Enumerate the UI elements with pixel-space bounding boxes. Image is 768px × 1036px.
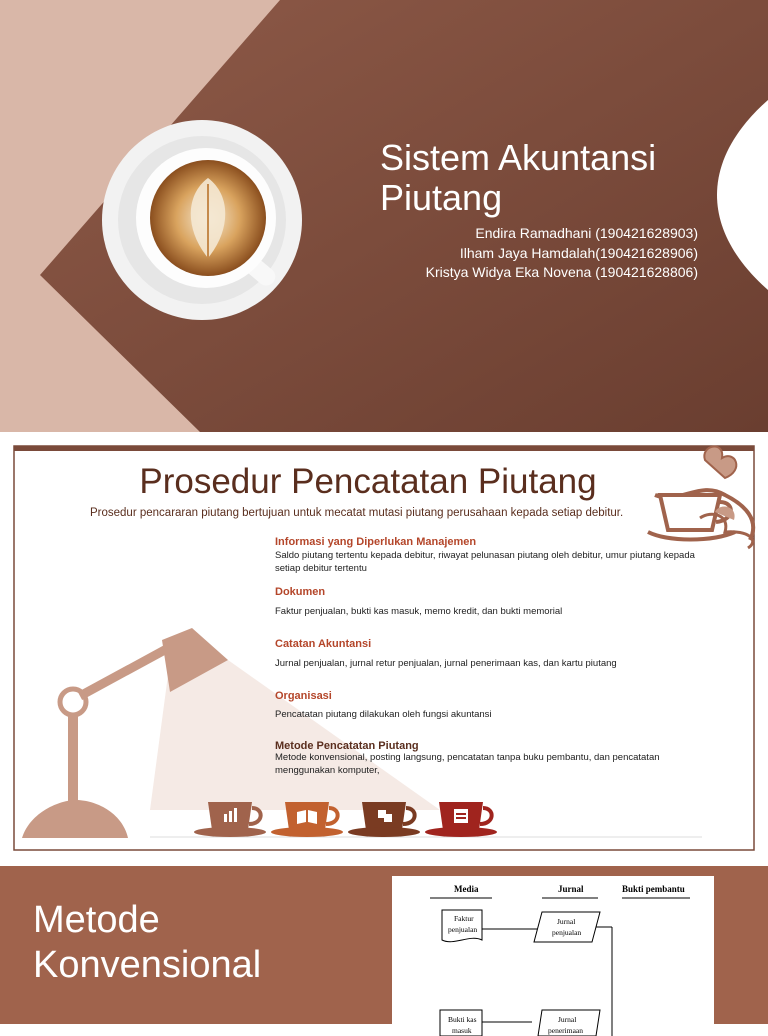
title-slide xyxy=(0,0,768,432)
title-line-2: Piutang xyxy=(380,177,503,218)
section-accounting-records xyxy=(275,638,705,690)
presentation-title xyxy=(380,138,720,218)
section-title: Informasi yang Diperlukan Manajemen xyxy=(275,536,477,548)
title-line-1: Metode xyxy=(33,899,160,941)
section-body: Metode konvensional, posting langsung, pencatatan tanpa buku pembantu, dan pencatatan menggunakan komputer, xyxy=(275,752,660,776)
document-label: Bukti kas xyxy=(448,1015,477,1024)
column-header-bukti-pembantu: Bukti pembantu xyxy=(622,884,685,894)
title-line-2: Konvensional xyxy=(33,944,262,986)
document-label: masuk xyxy=(452,1026,472,1035)
conventional-method-slide xyxy=(0,866,768,1035)
section-title: Catatan Akuntansi xyxy=(275,638,372,650)
column-header-media: Media xyxy=(454,884,479,894)
section-title: Dokumen xyxy=(275,586,326,598)
section-recording-method xyxy=(275,740,705,777)
procedure-sections xyxy=(275,536,705,777)
slide-subtitle: Prosedur pencararan piutang bertujuan untuk mecatat mutasi piutang perusahaan kepada setiap debitur. xyxy=(90,507,624,519)
slide-title xyxy=(33,898,261,988)
document-label: penjualan xyxy=(448,925,478,934)
author-name: Kristya Widya Eka Novena (190421628806) xyxy=(425,264,698,280)
section-documents xyxy=(275,586,705,638)
section-body: Saldo piutang tertentu kepada debitur, riwayat pelunasan piutang oleh debitur, umur piutang kepada setiap debitur tertentu xyxy=(275,550,695,574)
author-name: Endira Ramadhani (190421628903) xyxy=(475,225,698,241)
section-body: Pencatatan piutang dilakukan oleh fungsi akuntansi xyxy=(275,709,492,720)
section-body: Jurnal penjualan, jurnal retur penjualan, jurnal penerimaan kas, dan kartu piutang xyxy=(275,658,617,669)
journal-label: penjualan xyxy=(552,928,582,937)
author-list xyxy=(426,224,698,283)
document-label: Faktur xyxy=(454,914,474,923)
column-header-jurnal: Jurnal xyxy=(558,884,584,894)
section-body: Faktur penjualan, bukti kas masuk, memo kredit, dan bukti memorial xyxy=(275,606,563,617)
section-title: Organisasi xyxy=(275,690,332,702)
procedure-slide xyxy=(0,440,768,856)
author-name: Ilham Jaya Hamdalah(190421628906) xyxy=(459,244,698,261)
section-info-management xyxy=(275,536,705,586)
flowchart-diagram xyxy=(392,876,714,1036)
journal-label: Jurnal xyxy=(558,1015,577,1024)
slide-heading: Prosedur Pencatatan Piutang xyxy=(139,462,597,501)
journal-label: Jurnal xyxy=(557,917,576,926)
title-line-1: Sistem Akuntansi xyxy=(380,137,657,178)
journal-label: penerimaan xyxy=(548,1026,583,1035)
section-title: Metode Pencatatan Piutang xyxy=(275,740,419,752)
section-organization xyxy=(275,690,705,740)
flowchart-image xyxy=(392,876,714,1036)
calendar-icon xyxy=(454,809,468,823)
